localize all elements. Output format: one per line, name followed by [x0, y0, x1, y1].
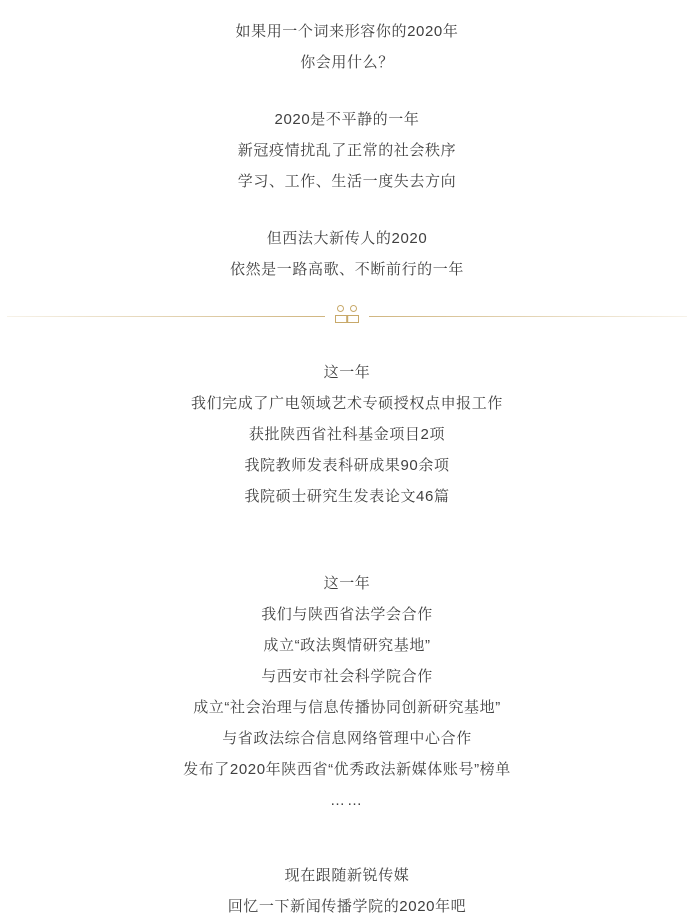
stanza-4-line-3: 成立“政法舆情研究基地”	[263, 637, 431, 654]
stanza-5-line-1: 现在跟随新锐传媒	[284, 867, 410, 884]
spacer-intro-stanza1	[0, 78, 694, 104]
stanza-4-line-6: 与省政法综合信息网络管理中心合作	[222, 730, 472, 747]
stanza-4-line-1: 这一年	[323, 575, 371, 592]
spacer-before-divider	[0, 285, 694, 301]
film-reel-icon	[325, 301, 369, 331]
stanza-4-line-4: 与西安市社会科学院合作	[261, 668, 433, 685]
stanza-2-line-1: 但西法大新传人的2020	[266, 230, 428, 247]
stanza-4-block	[0, 568, 694, 816]
intro-line-2: 你会用什么？	[300, 54, 394, 71]
spacer-stanza1-stanza2	[0, 197, 694, 223]
stanza-1-block	[0, 104, 694, 197]
spacer-stanza4-stanza5	[0, 816, 694, 860]
stanza-1-line-1: 2020是不平静的一年	[274, 111, 420, 128]
stanza-5-block	[0, 860, 694, 922]
intro-line-1: 如果用一个词来形容你的2020年	[235, 23, 459, 40]
film-reel-dot-left	[337, 305, 344, 312]
intro-block	[0, 16, 694, 78]
top-spacer	[0, 0, 694, 16]
film-reel-dot-right	[350, 305, 357, 312]
stanza-3-block	[0, 357, 694, 512]
stanza-3-line-3: 获批陕西省社科基金项目2项	[248, 426, 446, 443]
stanza-2-line-2: 依然是一路高歌、不断前行的一年	[229, 261, 464, 278]
stanza-3-line-2: 我们完成了广电领域艺术专硕授权点申报工作	[190, 395, 503, 412]
spacer-after-divider	[0, 331, 694, 357]
stanza-2-block	[0, 223, 694, 285]
spacer-stanza3-stanza4	[0, 512, 694, 568]
stanza-4-line-5: 成立“社会治理与信息传播协同创新研究基地”	[193, 699, 501, 716]
stanza-4-ellipsis: ……	[330, 792, 364, 809]
stanza-5-line-2: 回忆一下新闻传播学院的2020年吧	[227, 898, 467, 915]
divider-rule-left	[7, 316, 325, 317]
stanza-4-line-7: 发布了2020年陕西省“优秀政法新媒体账号”榜单	[183, 761, 511, 778]
stanza-3-line-1: 这一年	[323, 364, 371, 381]
divider-rule-right	[369, 316, 687, 317]
stanza-1-line-3: 学习、工作、生活一度失去方向	[237, 173, 457, 190]
section-divider	[7, 301, 687, 331]
stanza-1-line-2: 新冠疫情扰乱了正常的社会秩序	[237, 142, 457, 159]
stanza-3-line-5: 我院硕士研究生发表论文46篇	[244, 488, 450, 505]
stanza-3-line-4: 我院教师发表科研成果90余项	[244, 457, 450, 474]
film-reel-body	[335, 315, 359, 323]
stanza-4-line-2: 我们与陕西省法学会合作	[261, 606, 433, 623]
